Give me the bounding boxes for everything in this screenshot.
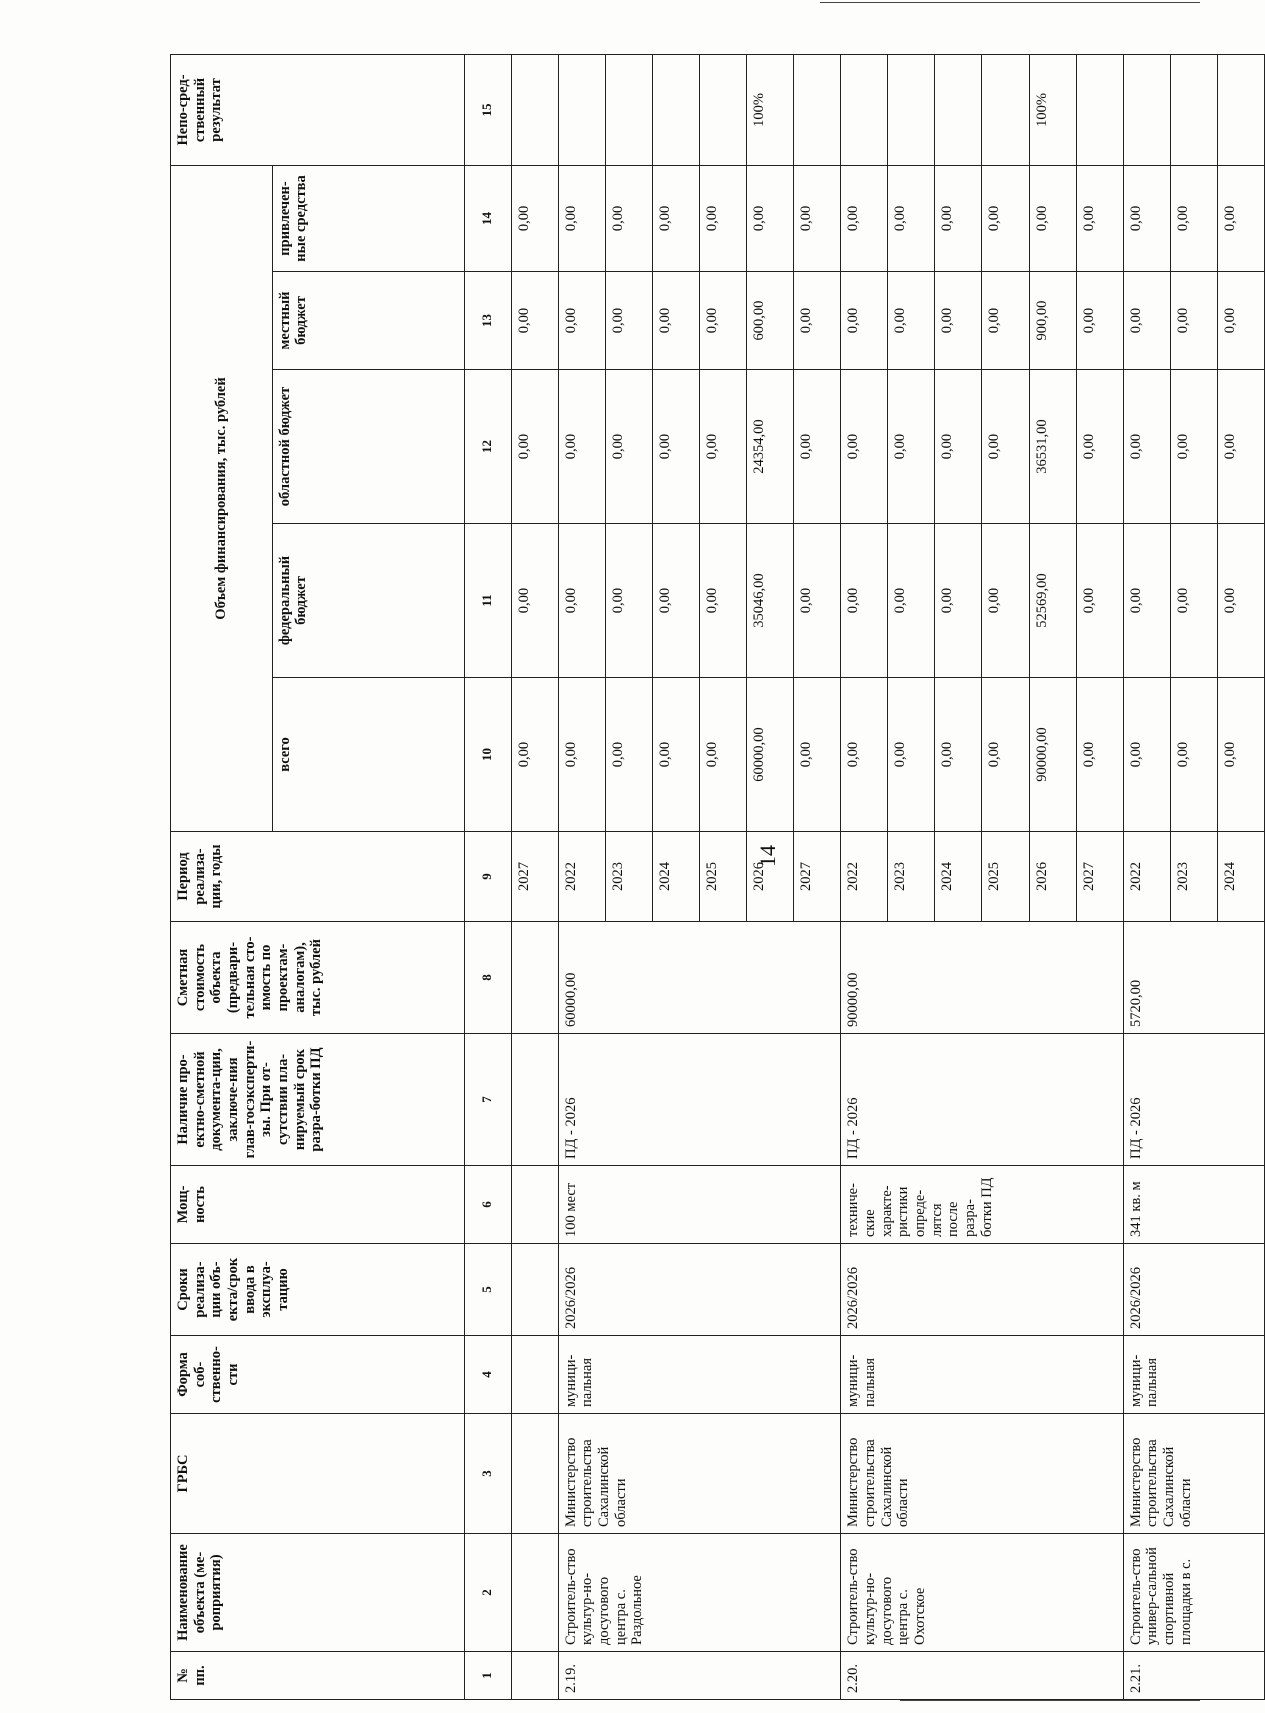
financing-value: 0,00: [605, 524, 652, 678]
financing-value: 0,00: [700, 165, 747, 271]
period-year: 2023: [888, 832, 935, 922]
financing-value: 0,00: [1217, 272, 1264, 370]
financing-value: 0,00: [511, 272, 558, 370]
financing-value: 0,00: [700, 272, 747, 370]
empty-cell: [511, 1244, 558, 1336]
result-cell: [1123, 54, 1170, 165]
table-row: [511, 54, 558, 1699]
object-number: 2.19.: [558, 1652, 840, 1700]
financing-value: 0,00: [841, 678, 888, 832]
table-row: [1123, 54, 1170, 1699]
financing-value: 0,00: [982, 370, 1029, 524]
result-cell: [841, 54, 888, 165]
financing-value: 0,00: [652, 524, 699, 678]
table-row: [558, 54, 605, 1699]
financing-value: 0,00: [935, 165, 982, 271]
period-year: 2022: [1123, 832, 1170, 922]
financing-value: 0,00: [888, 678, 935, 832]
page-number: 14: [755, 845, 780, 867]
financing-value: 0,00: [605, 678, 652, 832]
financing-value: 900,00: [1029, 272, 1076, 370]
table-row: [841, 54, 888, 1699]
col-header-capacity: Мощ-ность: [171, 1166, 465, 1244]
col-header-grbs: ГРБС: [171, 1414, 465, 1534]
result-cell: 100%: [1029, 54, 1076, 165]
financing-value: 0,00: [1217, 524, 1264, 678]
financing-value: 0,00: [1123, 272, 1170, 370]
column-number: 8: [464, 922, 511, 1034]
column-number: 5: [464, 1244, 511, 1336]
financing-value: 0,00: [794, 165, 841, 271]
financing-value: 0,00: [1217, 165, 1264, 271]
financing-value: 0,00: [558, 165, 605, 271]
result-cell: [605, 54, 652, 165]
result-cell: [1170, 54, 1217, 165]
financing-value: 0,00: [1076, 524, 1123, 678]
table-body: [171, 54, 1265, 1699]
period-year: 2022: [841, 832, 888, 922]
col-header-psd: Наличие про-ектно-сметной документа-ции, заключе-ния глав-госэксперти-зы. При от-сутствии пла-нируемый срок разра-ботки ПД: [171, 1034, 465, 1166]
period-year: 2023: [1170, 832, 1217, 922]
column-number: 3: [464, 1414, 511, 1534]
financing-value: 0,00: [794, 524, 841, 678]
financing-value: 0,00: [982, 272, 1029, 370]
object-capacity: 100 мест: [558, 1166, 840, 1244]
empty-cell: [511, 922, 558, 1034]
financing-value: 0,00: [1076, 370, 1123, 524]
financing-value: 0,00: [1123, 678, 1170, 832]
financing-value: 0,00: [652, 165, 699, 271]
object-terms: 2026/2026: [1123, 1244, 1264, 1336]
col-header-cost: Сметная стоимость объекта (предвари-тельная сто-имость по проектам-аналогам), тыс. рублей: [171, 922, 465, 1034]
col-header-result: Непо-сред-ственный результат: [171, 54, 465, 165]
period-year: 2024: [1217, 832, 1264, 922]
financing-value: 60000,00: [747, 678, 794, 832]
col-header-ownership: Форма соб-ственно-сти: [171, 1336, 465, 1414]
result-cell: [888, 54, 935, 165]
result-cell: [935, 54, 982, 165]
financing-value: 0,00: [1217, 678, 1264, 832]
empty-cell: [511, 1652, 558, 1700]
period-year: 2027: [794, 832, 841, 922]
financing-value: 0,00: [1170, 370, 1217, 524]
financing-value: 0,00: [747, 165, 794, 271]
financing-value: 0,00: [652, 678, 699, 832]
financing-value: 0,00: [1076, 678, 1123, 832]
financing-value: 0,00: [935, 272, 982, 370]
result-cell: [1217, 54, 1264, 165]
column-number: 2: [464, 1534, 511, 1652]
financing-value: 0,00: [652, 370, 699, 524]
column-number: 10: [464, 678, 511, 832]
rotated-table-wrapper: [170, 55, 1265, 1700]
empty-cell: [511, 1034, 558, 1166]
column-number: 1: [464, 1652, 511, 1700]
period-year: 2026: [747, 832, 794, 922]
period-year: 2026: [1029, 832, 1076, 922]
object-cost: 5720,00: [1123, 922, 1264, 1034]
financing-value: 0,00: [1123, 165, 1170, 271]
col-header-name: Наименование объекта (ме-роприятия): [171, 1534, 465, 1652]
col-header-period: Период реализа-ции, годы: [171, 832, 465, 922]
financing-value: 0,00: [605, 165, 652, 271]
financing-value: 0,00: [1076, 165, 1123, 271]
column-number: 7: [464, 1034, 511, 1166]
financing-value: 0,00: [935, 370, 982, 524]
object-ownership: муници-пальная: [841, 1336, 1123, 1414]
financing-value: 0,00: [700, 678, 747, 832]
object-name: Строитель-ство универ-сальной спортивной площадки в с.: [1123, 1534, 1264, 1652]
financing-value: 0,00: [794, 370, 841, 524]
financing-value: 0,00: [1123, 524, 1170, 678]
result-cell: [700, 54, 747, 165]
object-capacity: 341 кв. м: [1123, 1166, 1264, 1244]
financing-value: 0,00: [700, 370, 747, 524]
column-number-row: [464, 54, 511, 1699]
financing-value: 0,00: [511, 524, 558, 678]
col-header-total: всего: [272, 678, 464, 832]
col-header-num: № пп.: [171, 1652, 465, 1700]
result-cell: [652, 54, 699, 165]
financing-value: 0,00: [982, 524, 1029, 678]
financing-value: 0,00: [888, 165, 935, 271]
period-year: 2027: [1076, 832, 1123, 922]
financing-value: 0,00: [888, 272, 935, 370]
object-grbs: Министерство строительства Сахалинской области: [558, 1414, 840, 1534]
empty-cell: [511, 1336, 558, 1414]
financing-value: 0,00: [1170, 678, 1217, 832]
result-cell: 100%: [747, 54, 794, 165]
financing-value: 0,00: [558, 678, 605, 832]
financing-value: 0,00: [935, 678, 982, 832]
col-header-federal: федеральный бюджет: [272, 524, 464, 678]
financing-value: 0,00: [794, 678, 841, 832]
financing-value: 0,00: [1076, 272, 1123, 370]
financing-value: 35046,00: [747, 524, 794, 678]
financing-value: 0,00: [1170, 165, 1217, 271]
financing-value: 0,00: [888, 370, 935, 524]
financing-value: 0,00: [1029, 165, 1076, 271]
column-number: 15: [464, 54, 511, 165]
financing-value: 600,00: [747, 272, 794, 370]
result-cell: [794, 54, 841, 165]
col-header-financing-group: Объем финансирования, тыс. рублей: [171, 165, 273, 831]
object-terms: 2026/2026: [841, 1244, 1123, 1336]
empty-cell: [511, 1414, 558, 1534]
financing-value: 24354,00: [747, 370, 794, 524]
financing-value: 0,00: [605, 272, 652, 370]
top-edge-line: [820, 2, 1200, 3]
financing-value: 0,00: [1123, 370, 1170, 524]
period-year: 2027: [511, 832, 558, 922]
financing-value: 0,00: [652, 272, 699, 370]
financing-value: 0,00: [935, 524, 982, 678]
column-number: 6: [464, 1166, 511, 1244]
financing-value: 0,00: [982, 678, 1029, 832]
financing-table: [170, 54, 1265, 1700]
financing-value: 0,00: [511, 678, 558, 832]
financing-value: 0,00: [605, 370, 652, 524]
object-ownership: муници-пальная: [1123, 1336, 1264, 1414]
object-name: Строитель-ство культур-но-досугового центра с. Охотское: [841, 1534, 1123, 1652]
col-header-local: местный бюджет: [272, 272, 464, 370]
result-cell: [1076, 54, 1123, 165]
bottom-edge-line: [900, 1700, 1200, 1701]
financing-value: 0,00: [558, 524, 605, 678]
object-number: 2.20.: [841, 1652, 1123, 1700]
empty-cell: [511, 1534, 558, 1652]
financing-value: 0,00: [1170, 272, 1217, 370]
financing-value: 0,00: [558, 272, 605, 370]
object-psd: ПД - 2026: [1123, 1034, 1264, 1166]
column-number: 13: [464, 272, 511, 370]
result-cell: [982, 54, 1029, 165]
period-year: 2025: [982, 832, 1029, 922]
financing-value: 0,00: [1217, 370, 1264, 524]
column-number: 4: [464, 1336, 511, 1414]
object-ownership: муници-пальная: [558, 1336, 840, 1414]
object-psd: ПД - 2026: [841, 1034, 1123, 1166]
column-number: 12: [464, 370, 511, 524]
financing-value: 0,00: [982, 165, 1029, 271]
object-number: 2.21.: [1123, 1652, 1264, 1700]
financing-value: 0,00: [1170, 524, 1217, 678]
col-header-regional: областной бюджет: [272, 370, 464, 524]
object-cost: 90000,00: [841, 922, 1123, 1034]
period-year: 2025: [700, 832, 747, 922]
col-header-attracted: привлечен-ные средства: [272, 165, 464, 271]
col-header-terms: Сроки реализа-ции объ-екта/срок ввода в эксплуа-тацию: [171, 1244, 465, 1336]
period-year: 2024: [652, 832, 699, 922]
financing-value: 0,00: [558, 370, 605, 524]
financing-value: 52569,00: [1029, 524, 1076, 678]
header-row-1: [171, 54, 273, 1699]
financing-value: 0,00: [841, 370, 888, 524]
period-year: 2023: [605, 832, 652, 922]
column-number: 9: [464, 832, 511, 922]
empty-cell: [511, 1166, 558, 1244]
result-cell: [558, 54, 605, 165]
financing-value: 0,00: [794, 272, 841, 370]
object-psd: ПД - 2026: [558, 1034, 840, 1166]
financing-value: 36531,00: [1029, 370, 1076, 524]
column-number: 11: [464, 524, 511, 678]
financing-value: 90000,00: [1029, 678, 1076, 832]
period-year: 2022: [558, 832, 605, 922]
financing-value: 0,00: [841, 165, 888, 271]
column-number: 14: [464, 165, 511, 271]
object-capacity: техниче-ские характе-ристики опреде-лятся после разра-ботки ПД: [841, 1166, 1123, 1244]
result-cell: [511, 54, 558, 165]
object-grbs: Министерство строительства Сахалинской области: [841, 1414, 1123, 1534]
period-year: 2024: [935, 832, 982, 922]
financing-value: 0,00: [888, 524, 935, 678]
object-terms: 2026/2026: [558, 1244, 840, 1336]
financing-value: 0,00: [841, 272, 888, 370]
object-name: Строитель-ство культур-но-досугового центра с. Раздольное: [558, 1534, 840, 1652]
financing-value: 0,00: [511, 165, 558, 271]
financing-value: 0,00: [511, 370, 558, 524]
object-cost: 60000,00: [558, 922, 840, 1034]
object-grbs: Министерство строительства Сахалинской области: [1123, 1414, 1264, 1534]
financing-value: 0,00: [700, 524, 747, 678]
financing-value: 0,00: [841, 524, 888, 678]
